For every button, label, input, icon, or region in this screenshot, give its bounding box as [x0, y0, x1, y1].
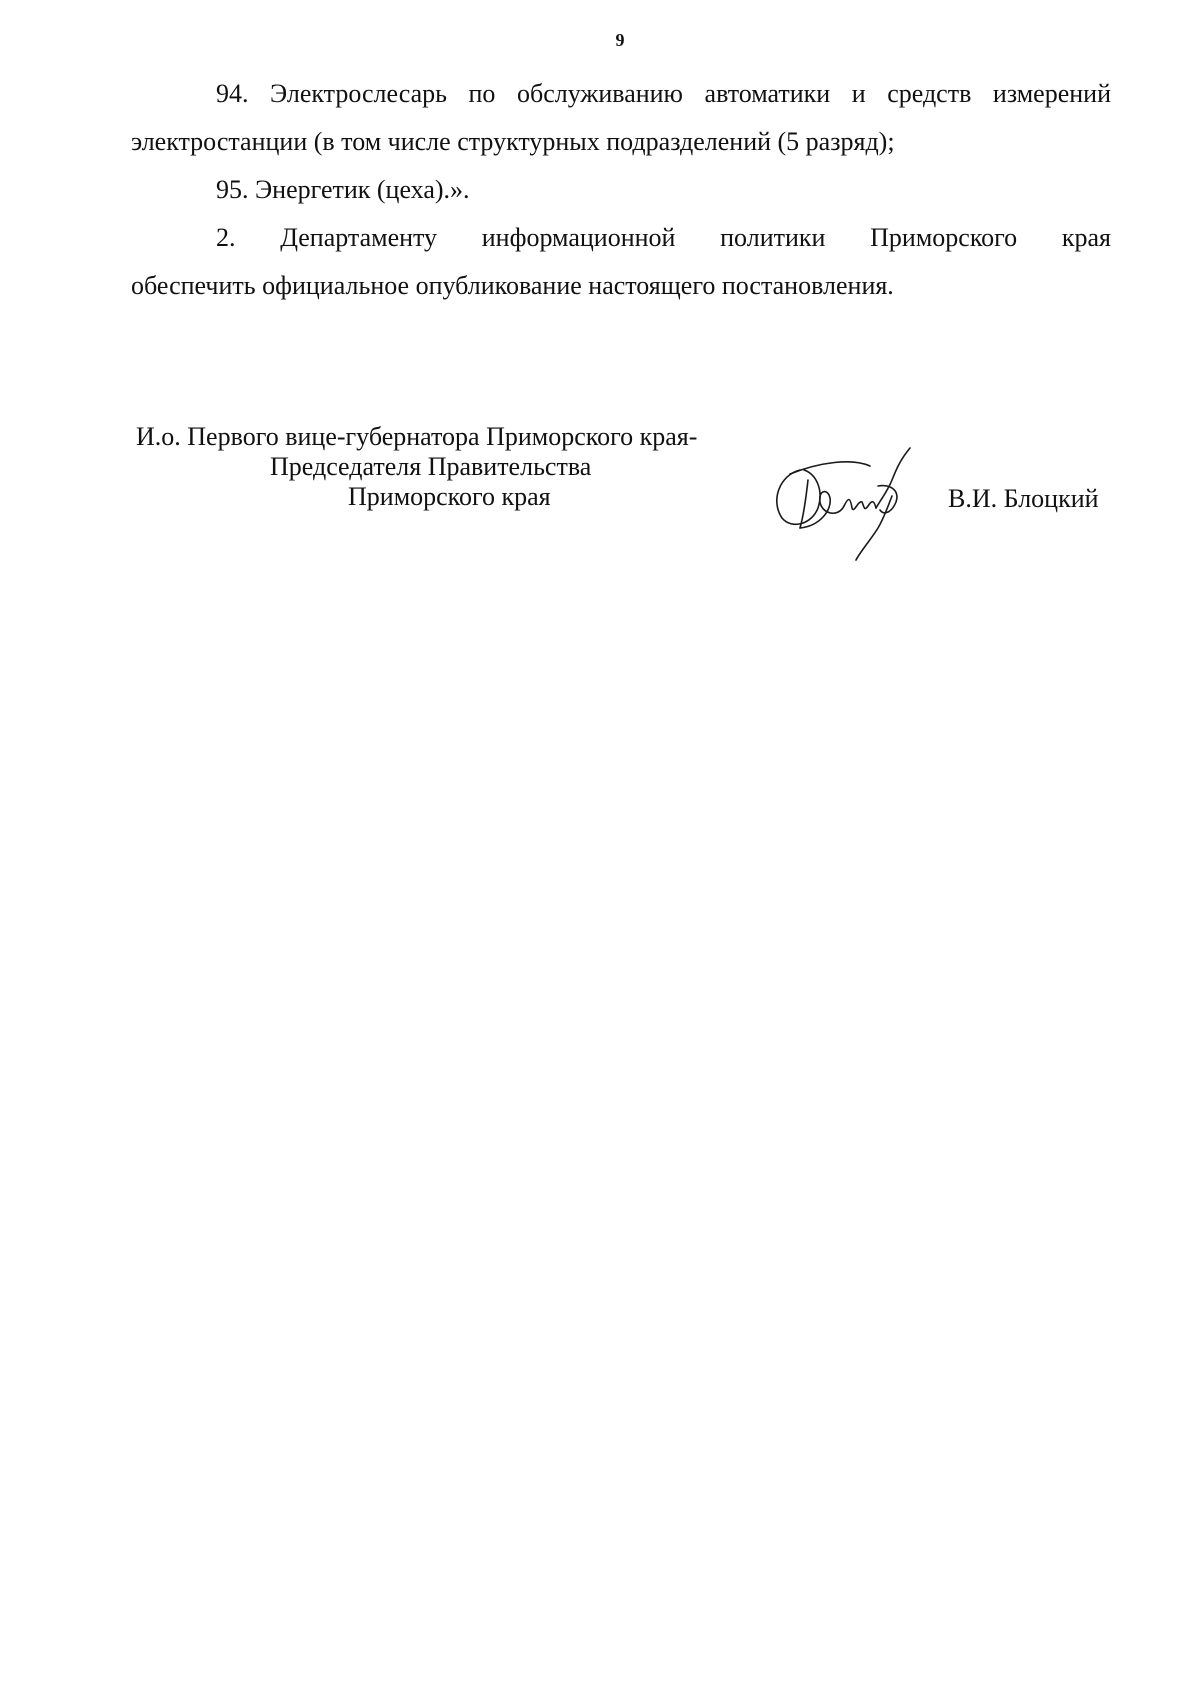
paragraph-94-continued: [131, 118, 1111, 166]
paragraph-2-line-1: 2. Департаменту информационной политики Приморского края: [216, 223, 1111, 252]
paragraph-94-line-1: 94. Электрослесарь по обслуживанию автоматики и средств измерений: [216, 79, 1111, 108]
paragraph-2-line-2: обеспечить официальное опубликование настоящего постановления.: [131, 271, 894, 300]
paragraph-item-95: [131, 166, 1111, 214]
paragraph-item-94: [131, 70, 1111, 118]
paragraph-95-text: 95. Энергетик (цеха).».: [216, 175, 470, 204]
document-body: [131, 70, 1111, 310]
signatory-title-line-3: Приморского края: [348, 482, 551, 511]
signatory-name: В.И. Блоцкий: [948, 484, 1099, 513]
handwritten-signature: [760, 440, 950, 570]
page-number: 9: [615, 30, 625, 50]
paragraph-item-2: [131, 214, 1111, 262]
paragraph-94-line-2: электростанции (в том числе структурных подразделений (5 разряд);: [131, 127, 895, 156]
paragraph-2-continued: [131, 262, 1111, 310]
signatory-title-line-1: И.о. Первого вице-губернатора Приморского края-: [136, 422, 698, 451]
signatory-title-line-2: Председателя Правительства: [270, 452, 592, 481]
